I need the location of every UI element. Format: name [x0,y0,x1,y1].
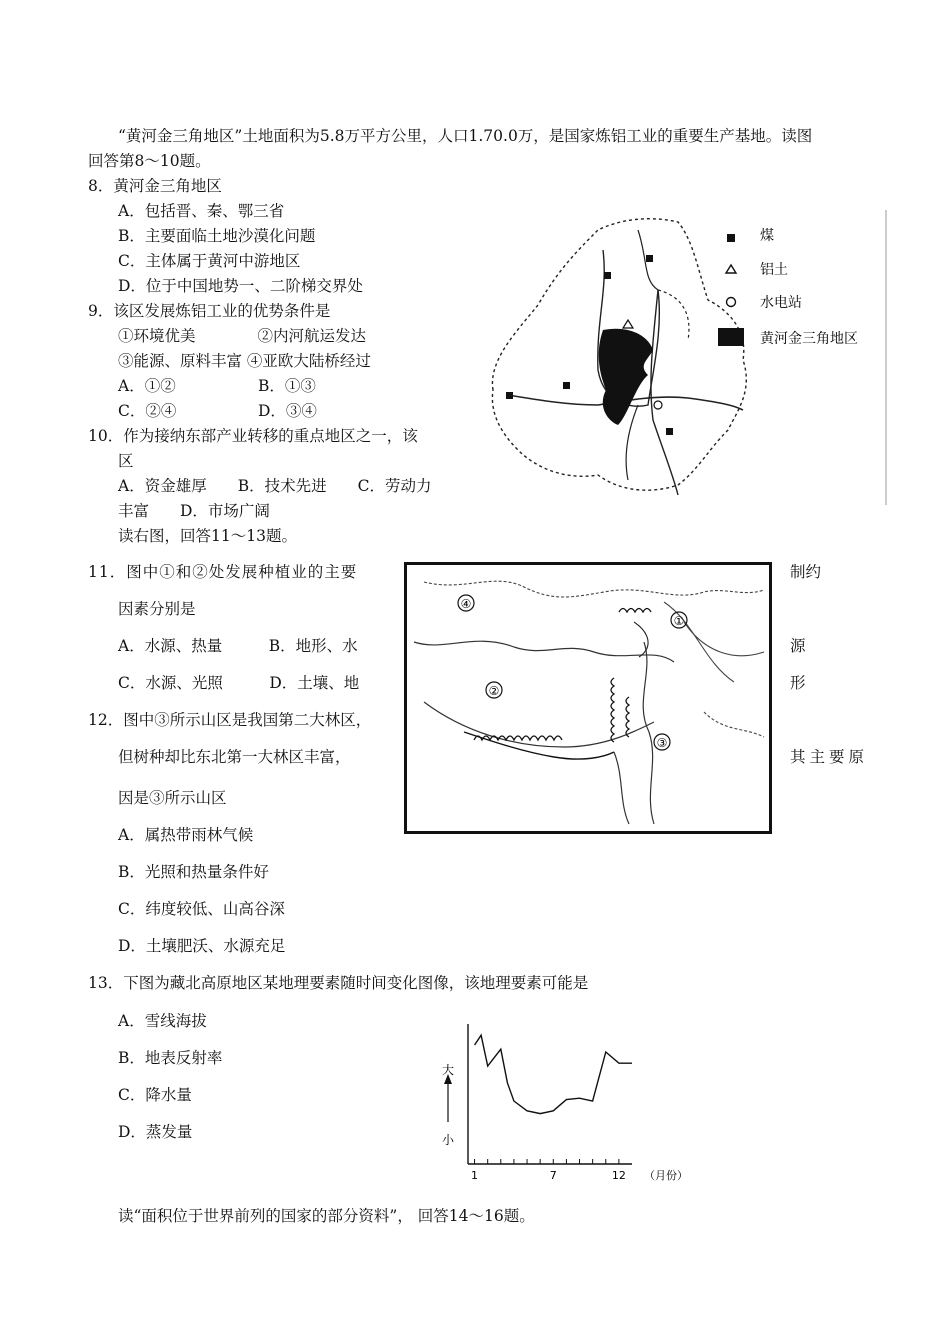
q10-stem-1: 10．作为接纳东部产业转移的重点地区之一，该 [88,427,418,445]
intro-line-1: “黄河金三角地区”土地面积为5.8万平方公里，人口1.70.0万，是国家炼铝工业的重要生产基地。读图 [118,127,813,145]
q13-line-chart [428,1022,698,1184]
q12-stem-2-right: 其主要原 [790,748,869,766]
coal-marker [646,255,653,262]
legend-coal-icon [727,234,735,242]
x-tick-label: 1 [471,1169,479,1182]
q12-option-b: B．光照和热量条件好 [118,863,269,881]
coal-marker [666,428,673,435]
legend-hydro-label: 水电站 [760,295,802,311]
legend-bauxite-icon [726,265,736,273]
q8-option-d: D．位于中国地势一、二阶梯交界处 [118,277,363,295]
x-axis-unit: （月份） [644,1169,688,1182]
q8-option-a: A．包括晋、秦、鄂三省 [118,202,285,220]
q9-option-b: B．①③ [258,377,316,395]
data-line [475,1035,632,1113]
q9-option-c: C．②④ [118,402,177,420]
q9-option-d: D．③④ [258,402,317,420]
q13-option-a: A．雪线海拔 [118,1012,207,1030]
y-label-large: 大 [441,1063,455,1077]
intro-line-2: 回答第8～10题。 [88,152,211,170]
q8-option-b: B．主要面临土地沙漠化问题 [118,227,316,245]
western-china-map [404,562,772,834]
q13-option-c: C．降水量 [118,1086,192,1104]
q13-option-b: B．地表反射率 [118,1049,223,1067]
hydro-station-marker [654,401,662,409]
coal-marker [563,382,570,389]
q11-options-cd-right: 形 [790,674,806,692]
map2-mark-4: ④ [460,597,472,611]
golden-triangle-region [599,329,653,425]
legend-region-icon [718,328,744,346]
q12-option-d: D．土壤肥沃、水源充足 [118,937,286,955]
map2-mark-3: ③ [656,736,668,750]
q11-options-ab-right: 源 [790,637,806,655]
q13-option-d: D．蒸发量 [118,1123,193,1141]
q11-stem-right: 制约 [790,563,822,581]
y-label-small: 小 [441,1133,455,1147]
q9-statements-1-2: ①环境优美 ②内河航运发达 [118,327,367,345]
x-tick-label: 7 [549,1169,557,1182]
q12-option-a: A．属热带雨林气候 [118,826,254,844]
q11-stem-2: 因素分别是 [118,600,196,618]
map2-mark-1: ① [673,614,685,628]
q11-options-ab: A．水源、热量 B．地形、水 [118,637,358,655]
legend-hydro-icon [727,298,736,307]
q8-stem: 8．黄河金三角地区 [88,177,222,195]
coal-marker [506,392,513,399]
read-right-figure: 读右图，回答11～13题。 [118,527,297,545]
q12-stem-3: 因是③所示山区 [118,789,227,807]
q11-stem: 11．图中①和②处发展种植业的主要 [88,563,358,581]
map2-mark-2: ② [488,684,500,698]
q9-statements-3-4: ③能源、原料丰富 ④亚欧大陆桥经过 [118,352,371,370]
q14-16-intro: 读“面积位于世界前列的国家的部分资料”， 回答14～16题。 [118,1207,535,1225]
legend-coal-label: 煤 [760,228,774,244]
legend-region-label: 黄河金三角地区 [760,331,858,347]
legend-bauxite-label: 铝土 [760,262,788,278]
yellow-river-triangle-map [478,210,898,510]
q10-stem-2: 区 [118,452,134,470]
q11-options-cd: C．水源、光照 D．土壤、地 [118,674,360,692]
q9-option-a: A．①② [118,377,176,395]
q10-options-abc: A．资金雄厚 B．技术先进 C．劳动力 [118,477,432,495]
q8-option-c: C．主体属于黄河中游地区 [118,252,301,270]
q12-stem-1: 12．图中③所示山区是我国第二大林区， [88,711,372,729]
q10-options-cd: 丰富 D．市场广阔 [118,502,270,520]
q12-option-c: C．纬度较低、山高谷深 [118,900,285,918]
q12-stem-2: 但树种却比东北第一大林区丰富， [118,748,351,766]
coal-marker [604,272,611,279]
x-tick-label: 12 [611,1169,626,1182]
q13-stem: 13．下图为藏北高原地区某地理要素随时间变化图像，该地理要素可能是 [88,974,589,992]
bauxite-marker [623,320,633,328]
q9-stem: 9．该区发展炼铝工业的优势条件是 [88,302,331,320]
